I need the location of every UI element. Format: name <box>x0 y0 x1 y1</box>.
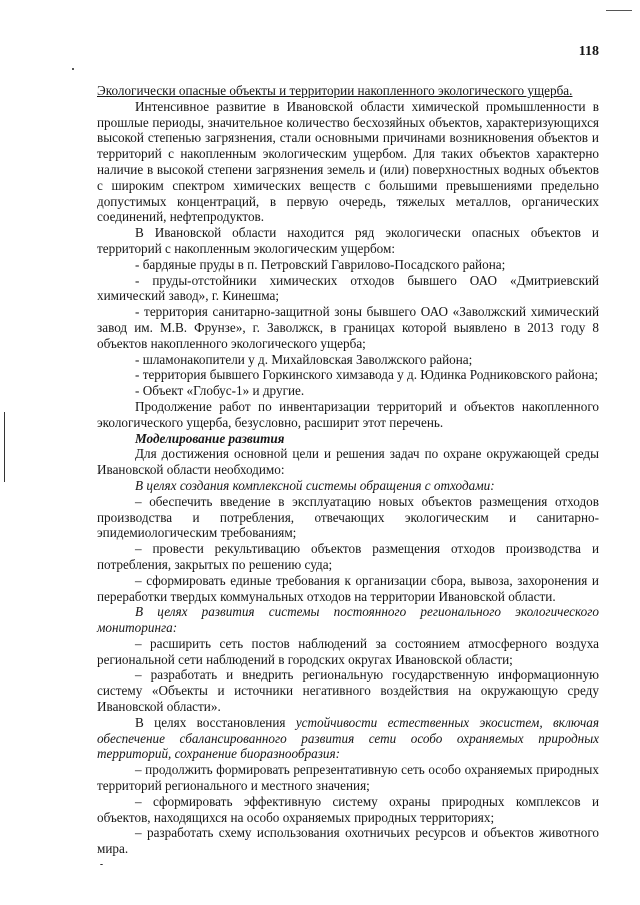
paragraph: В Ивановской области находится ряд экологически опасных объектов и территорий с накопленным экологическим ущербом: <box>97 225 599 256</box>
group-title-waste: В целях создания комплексной системы обращения с отходами: <box>135 477 495 493</box>
group-title-italic: устойчивости естественных экосистем, включая обеспечение сбалансированного развития сети особо охраняемых природных территорий, сохранение биоразнообразия: <box>97 714 599 762</box>
list-item: - территория бывшего Горкинского химзавода у д. Юдинка Родниковского района; <box>135 367 599 383</box>
section-heading-ecology-objects: Экологически опасные объекты и территории накопленного экологического ущерба. <box>97 83 573 98</box>
paragraph: Продолжение работ по инвентаризации территорий и объектов накопленного экологического ущерба, безусловно, расширит этот перечень. <box>97 398 599 430</box>
list-item: - Объект «Глобус-1» и другие. <box>135 383 305 399</box>
list-item: – провести рекультивацию объектов размещения отходов производства и потребления, закрытых по решению суда; <box>97 541 599 572</box>
group-title-monitoring: В целях развития системы постоянного регионального экологического мониторинга: <box>97 604 599 636</box>
group-lead: В целях восстановления <box>135 714 286 730</box>
scan-speck <box>72 68 74 70</box>
list-item: – разработать схему использования охотничьих ресурсов и объектов животного мира. <box>97 825 599 857</box>
list-item: – обеспечить введение в эксплуатацию новых объектов размещения отходов производства и потребления, отвечающих экологическим и санитарно-эпидемиологическим требованиям; <box>97 493 599 541</box>
scan-speck <box>100 864 103 865</box>
group-title-ecosystems <box>97 715 599 762</box>
page-number: 118 <box>578 44 599 59</box>
paragraph: Для достижения основной цели и решения задач по охране окружающей среды Ивановской области необходимо: <box>97 446 599 478</box>
list-item: - бардяные пруды в п. Петровский Гаврилово-Посадского района; <box>135 256 506 272</box>
section-heading-modeling: Моделирование развития <box>135 430 285 446</box>
scan-margin-line <box>4 412 5 482</box>
list-item: – разработать и внедрить региональную государственную информационную систему «Объекты и источники негативного воздействия на окружающую среду Ивановской области». <box>97 667 599 715</box>
document-body <box>97 83 599 857</box>
list-item: - территория санитарно-защитной зоны бывшего ОАО «Заволжский химический завод им. М.В. Фрунзе», г. Заволжск, в границах которой выявлено в 2013 году 8 объектов накопленного экологического ущерба; <box>97 304 599 351</box>
list-item: - шламонакопители у д. Михайловская Заволжского района; <box>135 351 473 367</box>
scan-corner-mark <box>606 10 632 11</box>
list-item: – сформировать эффективную систему охраны природных комплексов и объектов, находящихся на особо охраняемых природных территориях; <box>97 793 599 825</box>
list-item: – сформировать единые требования к организации сбора, вывоза, захоронения и переработки твердых коммунальных отходов на территории Ивановской области. <box>97 572 599 604</box>
list-item: – продолжить формировать репрезентативную сеть особо охраняемых природных территорий регионального и местного значения; <box>97 762 599 794</box>
paragraph: Интенсивное развитие в Ивановской области химической промышленности в прошлые периоды, значительное количество бесхозяйных объектов, характеризующихся высокой степенью загрязнения, стали основными причинами возникновения объектов и территорий с накопленным экологическим ущербом. Для таких объектов характерно наличие в высокой степени загрязнения земель и (или) поверхностных водных объектов с широким спектром химических веществ с большими превышениями предельно допустимых концентраций, в первую очередь, тяжелых металлов, органических соединений, нефтепродуктов. <box>97 98 599 225</box>
list-item: - пруды-отстойники химических отходов бывшего ОАО «Дмитриевский химический завод», г. Кинешма; <box>97 272 599 304</box>
list-item: – расширить сеть постов наблюдений за состоянием атмосферного воздуха региональной сети наблюдений в городских округах Ивановской области; <box>97 635 599 667</box>
